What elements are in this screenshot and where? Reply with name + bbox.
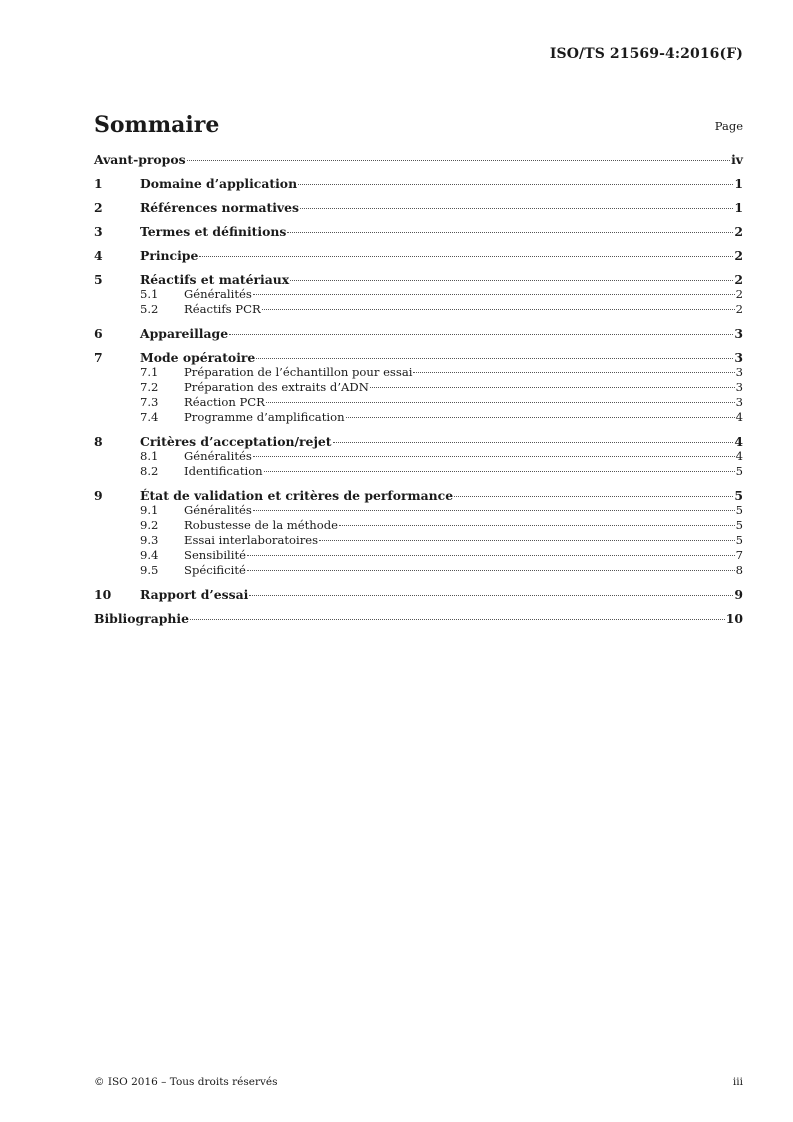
toc-subentry[interactable] (94, 464, 743, 479)
toc-entry[interactable] (94, 434, 743, 449)
toc-entry-page: 3 (734, 326, 743, 341)
toc-entry-label: Mode opératoire (140, 350, 256, 365)
dot-leader (454, 496, 733, 497)
toc-entry[interactable] (94, 326, 743, 341)
toc-entry-page: 1 (734, 176, 743, 191)
toc-entry[interactable] (94, 611, 743, 626)
toc-entry-page: 7 (735, 548, 743, 562)
toc-entry-label: Spécificité (184, 563, 246, 577)
toc-entry-label: Termes et définitions (140, 224, 287, 239)
dot-leader (290, 280, 733, 281)
dot-leader (370, 387, 735, 388)
toc-entry-number: 7.4 (140, 410, 159, 424)
document-identifier: ISO/TS 21569-4:2016(F) (549, 46, 743, 62)
toc-entry-number: 7.2 (140, 380, 159, 394)
toc-entry-label: Robustesse de la méthode (184, 518, 339, 532)
toc-entry-number: 5 (94, 272, 103, 287)
toc-entry[interactable] (94, 488, 743, 503)
toc-entry-label: Préparation des extraits d’ADN (184, 380, 369, 394)
toc-entry-label: État de validation et critères de performance (140, 488, 454, 503)
dot-leader (249, 595, 733, 596)
toc-entry-page: 1 (734, 200, 743, 215)
dot-leader (300, 208, 733, 209)
toc-entry[interactable] (94, 200, 743, 215)
toc-entry-label: Avant-propos (94, 152, 186, 167)
toc-entry-label: Identification (184, 464, 263, 478)
toc-entry-number: 9.5 (140, 563, 159, 577)
toc-entry-page: 8 (735, 563, 743, 577)
toc-entry-number: 9.1 (140, 503, 159, 517)
dot-leader (298, 184, 733, 185)
toc-entry-page: 5 (735, 503, 743, 517)
toc-entry[interactable] (94, 176, 743, 191)
toc-entry-page: 2 (734, 248, 743, 263)
toc-entry[interactable] (94, 587, 743, 602)
toc-title: Sommaire (94, 112, 220, 138)
toc-entry-number: 9.4 (140, 548, 159, 562)
toc-subentry[interactable] (94, 563, 743, 578)
toc-entry-number: 8 (94, 434, 103, 449)
dot-leader (339, 525, 735, 526)
dot-leader (413, 372, 734, 373)
toc-entry-label: Réactifs PCR (184, 302, 261, 316)
toc-entry-number: 3 (94, 224, 103, 239)
toc-entry-page: 4 (735, 449, 743, 463)
dot-leader (266, 402, 735, 403)
toc-entry-label: Essai interlaboratoires (184, 533, 319, 547)
toc-entry-label: Généralités (184, 449, 252, 463)
toc-entry[interactable] (94, 224, 743, 239)
toc-entry-page: 3 (735, 365, 743, 379)
toc-entry-page: 4 (734, 434, 743, 449)
toc-entry-label: Bibliographie (94, 611, 190, 626)
toc-entry-page: 9 (734, 587, 743, 602)
toc-entry-page: 5 (735, 533, 743, 547)
toc-entry-number: 5.1 (140, 287, 159, 301)
toc-entry-number: 10 (94, 587, 112, 602)
toc-entry-number: 9.2 (140, 518, 159, 532)
toc-entry-number: 7.1 (140, 365, 159, 379)
copyright-notice: © ISO 2016 – Tous droits réservés (94, 1076, 278, 1088)
toc-entry-page: 3 (734, 350, 743, 365)
dot-leader (256, 358, 733, 359)
toc-entry-page: 2 (734, 224, 743, 239)
toc-entry-number: 8.1 (140, 449, 159, 463)
dot-leader (262, 309, 735, 310)
toc-entry-label: Appareillage (140, 326, 229, 341)
toc-entry-label: Rapport d’essai (140, 587, 249, 602)
toc-entry-page: 5 (735, 464, 743, 478)
toc-entry-number: 8.2 (140, 464, 159, 478)
toc-entry-label: Références normatives (140, 200, 299, 215)
toc-entry[interactable] (94, 272, 743, 287)
toc-entry[interactable] (94, 350, 743, 365)
toc-subentry[interactable] (94, 533, 743, 548)
page-number: iii (732, 1076, 743, 1088)
toc-entry-page: 3 (735, 395, 743, 409)
toc-subentry[interactable] (94, 365, 743, 380)
toc-entry-label: Sensibilité (184, 548, 246, 562)
toc-subentry[interactable] (94, 395, 743, 410)
toc-entry-page: 3 (735, 380, 743, 394)
dot-leader (253, 510, 735, 511)
toc-entry-number: 2 (94, 200, 103, 215)
dot-leader (253, 294, 735, 295)
toc-entry-page: 5 (735, 518, 743, 532)
toc-subentry[interactable] (94, 548, 743, 563)
dot-leader (264, 471, 735, 472)
toc-entry-number: 7 (94, 350, 103, 365)
toc-entry-number: 1 (94, 176, 103, 191)
toc-entry-number: 7.3 (140, 395, 159, 409)
toc-entry-page: 2 (735, 287, 743, 301)
toc-entry-label: Réaction PCR (184, 395, 265, 409)
dot-leader (229, 334, 733, 335)
toc-entry-number: 5.2 (140, 302, 159, 316)
page-column-label: Page (714, 119, 743, 133)
toc-subentry[interactable] (94, 380, 743, 395)
toc-entry-label: Principe (140, 248, 199, 263)
toc-entry-label: Généralités (184, 503, 252, 517)
toc-entry-label: Généralités (184, 287, 252, 301)
dot-leader (287, 232, 733, 233)
toc-subentry[interactable] (94, 503, 743, 518)
toc-entry-page: iv (731, 152, 743, 167)
toc-entry[interactable] (94, 248, 743, 263)
toc-entry-label: Réactifs et matériaux (140, 272, 290, 287)
toc-entry-label: Préparation de l’échantillon pour essai (184, 365, 413, 379)
toc-entry-number: 4 (94, 248, 103, 263)
dot-leader (247, 555, 735, 556)
toc-entry-label: Domaine d’application (140, 176, 298, 191)
toc-entry[interactable] (94, 152, 743, 167)
toc-entry-label: Critères d’acceptation/rejet (140, 434, 332, 449)
dot-leader (247, 570, 735, 571)
dot-leader (199, 256, 733, 257)
table-of-contents (94, 152, 743, 626)
toc-subentry[interactable] (94, 518, 743, 533)
toc-entry-page: 10 (725, 611, 743, 626)
toc-entry-page: 2 (734, 272, 743, 287)
toc-subentry[interactable] (94, 287, 743, 302)
dot-leader (333, 442, 734, 443)
toc-entry-number: 9.3 (140, 533, 159, 547)
toc-entry-number: 9 (94, 488, 103, 503)
toc-entry-number: 6 (94, 326, 103, 341)
toc-subentry[interactable] (94, 449, 743, 464)
dot-leader (253, 456, 735, 457)
toc-subentry[interactable] (94, 302, 743, 317)
toc-entry-page: 2 (735, 302, 743, 316)
toc-entry-page: 5 (734, 488, 743, 503)
dot-leader (319, 540, 735, 541)
toc-subentry[interactable] (94, 410, 743, 425)
toc-entry-label: Programme d’amplification (184, 410, 345, 424)
dot-leader (187, 160, 731, 161)
dot-leader (190, 619, 725, 620)
toc-entry-page: 4 (735, 410, 743, 424)
dot-leader (346, 417, 735, 418)
